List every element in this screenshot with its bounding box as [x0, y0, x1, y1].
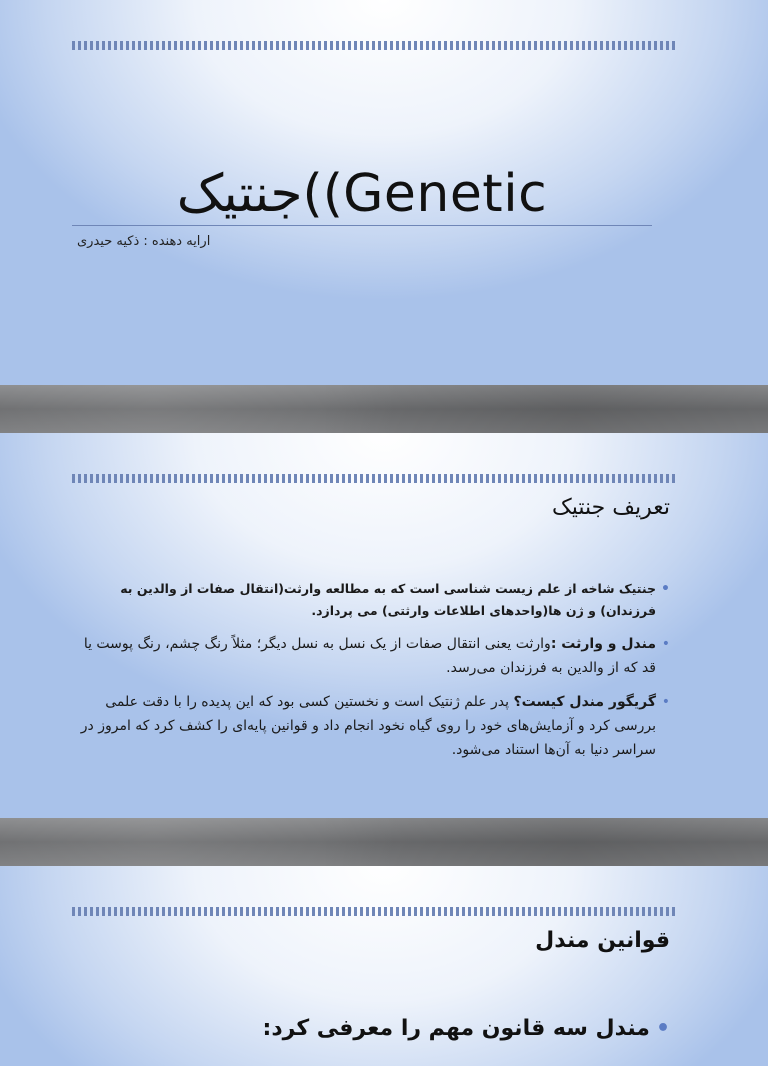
slide-separator: [0, 818, 768, 866]
bullet-list: [72, 578, 670, 772]
title-divider: [72, 225, 652, 226]
slide-heading: قوانین مندل: [535, 928, 670, 953]
bullet-text: مندل سه قانون مهم را معرفی کرد:: [262, 1016, 650, 1041]
bullet-item: [72, 632, 670, 680]
slide-heading: تعریف جنتیک: [552, 495, 670, 520]
bullet-icon: •: [661, 636, 670, 652]
bullet-text: وارثت یعنی انتقال صفات از یک نسل به نسل دیگر؛ مثلاً رنگ چشم، رنگ پوست یا قد که از والدین به فرزندان می‌رسد.: [83, 636, 656, 676]
bullet-item: [263, 1016, 670, 1041]
bullet-text: پدر علم ژنتیک است و نخستین کسی بود که این پدیده را با دقت علمی بررسی کرد و آزمایش‌های خود را روی گیاه نخود انجام داد و قوانین پایه‌ای را کشف کرد که امروز در سراسر دنیا به آن‌ها استناد می‌شود.: [80, 694, 656, 758]
slide-definition: [0, 433, 768, 818]
bullet-icon: •: [661, 694, 670, 710]
decorative-hatch-bar: [72, 474, 676, 483]
presenter-name: ارایه دهنده : ذکیه حیدری: [77, 234, 211, 249]
bullet-icon: •: [661, 581, 670, 597]
decorative-hatch-bar: [72, 907, 676, 916]
slide-title: [0, 0, 768, 385]
bullet-lead: گریگور مندل کیست؟: [513, 694, 656, 710]
bullet-icon: •: [655, 1016, 670, 1041]
slide-title-text: جنتیک((Genetic: [176, 164, 548, 224]
bullet-text: شاخه از علم زیست شناسی است که به مطالعه وارثت(انتقال صفات از والدین به فرزندان) و ژن ها(واحدهای اطلاعات وارثتی) می پردازد.: [120, 581, 656, 618]
slide-separator: [0, 385, 768, 433]
decorative-hatch-bar: [72, 41, 676, 50]
bullet-lead: جنتیک: [618, 581, 656, 596]
slide-mendel-laws: [0, 866, 768, 1066]
bullet-item: [72, 578, 670, 622]
bullet-lead: مندل و وارثت :: [550, 636, 656, 652]
bullet-item: [72, 690, 670, 762]
